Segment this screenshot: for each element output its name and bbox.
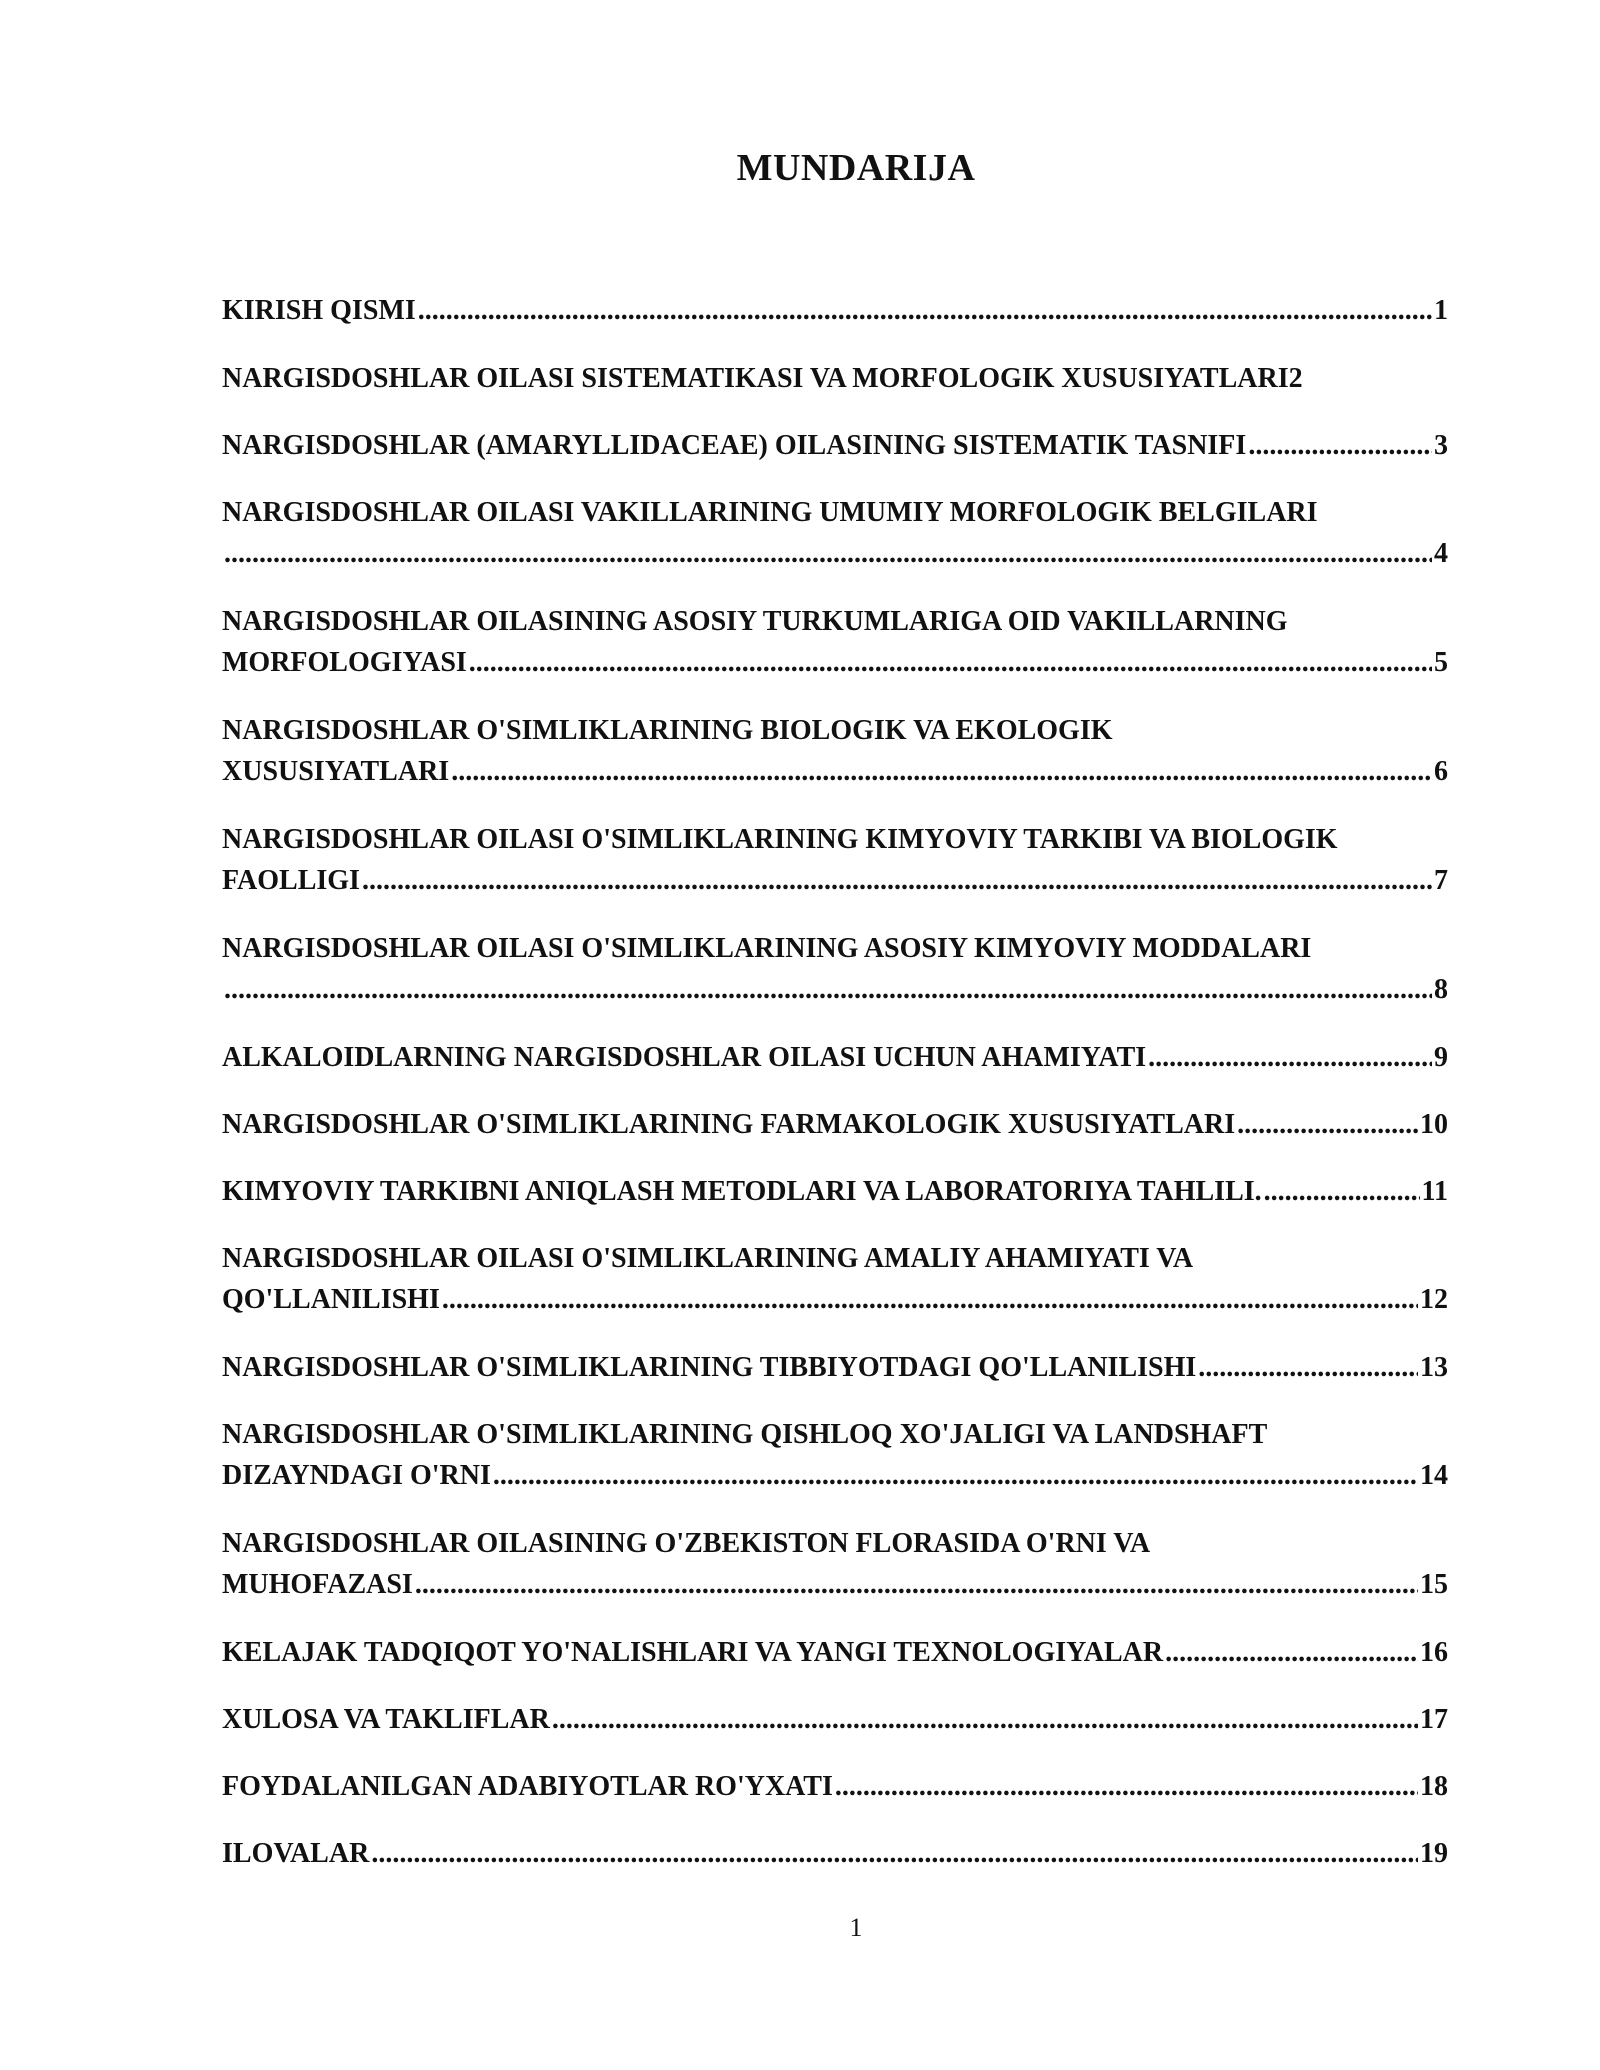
toc-entry-line [222, 751, 1448, 792]
toc-page-number: 9 [1434, 1042, 1448, 1073]
toc-page-number: 3 [1434, 430, 1448, 461]
toc-entry-line [222, 1455, 1448, 1496]
toc-entry-line [222, 928, 1448, 969]
toc-entry-line [222, 819, 1448, 860]
toc-dot-leader [1148, 1037, 1432, 1078]
toc-dot-leader [1165, 1632, 1418, 1673]
toc-entry-title: NARGISDOSHLAR OILASI O'SIMLIKLARINING ASOSIY KIMYOVIY MODDALARI [222, 933, 1312, 964]
toc-entry-title: NARGISDOSHLAR OILASI O'SIMLIKLARINING KIMYOVIY TARKIBI VA BIOLOGIK [222, 824, 1338, 855]
toc-entry[interactable] [222, 1699, 1448, 1740]
toc-entry-title: NARGISDOSHLAR O'SIMLIKLARINING QISHLOQ XO'JALIGI VA LANDSHAFT [222, 1419, 1268, 1450]
toc-dot-leader [224, 969, 1432, 1010]
toc-dot-leader [835, 1766, 1418, 1807]
toc-dot-leader [418, 290, 1432, 331]
toc-entry[interactable] [222, 1766, 1448, 1807]
toc-entry-title: KIMYOVIY TARKIBNI ANIQLASH METODLARI VA LABORATORIYA TAHLILI. [222, 1176, 1262, 1207]
toc-entry-title: KIRISH QISMI [222, 295, 416, 326]
toc-page-number: 5 [1434, 647, 1448, 678]
toc-entry[interactable] [222, 710, 1448, 792]
toc-entry[interactable] [222, 1238, 1448, 1320]
toc-entry-title: DIZAYNDAGI O'RNI [222, 1460, 491, 1491]
toc-entry-line [222, 1347, 1448, 1388]
toc-entry[interactable] [222, 290, 1448, 331]
toc-dot-leader [493, 1455, 1418, 1496]
toc-page-number: 10 [1420, 1109, 1448, 1140]
toc-entry-line [222, 1279, 1448, 1320]
toc-entry-line [222, 1104, 1448, 1145]
toc-dot-leader [451, 751, 1432, 792]
toc-dot-leader [469, 642, 1432, 683]
toc-entry-line [222, 1238, 1448, 1279]
toc-entry-line [222, 601, 1448, 642]
toc-page-number: 8 [1434, 974, 1448, 1005]
toc-page-number: 2 [1288, 363, 1303, 394]
toc-entry-line [222, 969, 1448, 1010]
toc-entry-title: NARGISDOSHLAR OILASINING ASOSIY TURKUMLARIGA OID VAKILLARNING [222, 606, 1288, 637]
toc-entry[interactable] [222, 1632, 1448, 1673]
toc-page-number: 13 [1420, 1352, 1448, 1383]
toc-entry[interactable] [222, 1414, 1448, 1496]
page-title: MUNDARIJA [736, 147, 976, 189]
page-number: 1 [849, 1913, 863, 1942]
toc-dot-leader [371, 1833, 1418, 1874]
toc-page-number: 17 [1420, 1704, 1448, 1735]
toc-dot-leader [362, 860, 1432, 901]
toc-entry-line [222, 1766, 1448, 1807]
toc-dot-leader [1248, 425, 1432, 466]
toc-entry[interactable] [222, 1347, 1448, 1388]
toc-entry-line [222, 642, 1448, 683]
toc-entry[interactable] [222, 492, 1448, 574]
toc-entry-title: NARGISDOSHLAR O'SIMLIKLARINING FARMAKOLOGIK XUSUSIYATLARI [222, 1109, 1236, 1140]
toc-page-number: 4 [1434, 538, 1448, 569]
toc-entry[interactable] [222, 819, 1448, 901]
toc-entry-title: ALKALOIDLARNING NARGISDOSHLAR OILASI UCHUN AHAMIYATI [222, 1042, 1147, 1073]
toc-entry-title: NARGISDOSHLAR OILASI O'SIMLIKLARINING AMALIY AHAMIYATI VA [222, 1243, 1194, 1274]
toc-page-number: 18 [1420, 1771, 1448, 1802]
toc-entry-title: MORFOLOGIYASI [222, 647, 467, 678]
toc-entry-title: NARGISDOSHLAR OILASI VAKILLARINING UMUMIY MORFOLOGIK BELGILARI [222, 497, 1318, 528]
toc-entry-line [222, 290, 1448, 331]
toc-entry[interactable] [222, 1037, 1448, 1078]
toc-entry[interactable] [222, 1171, 1448, 1212]
toc-dot-leader [415, 1564, 1418, 1605]
toc-dot-leader [1237, 1104, 1418, 1145]
toc-entry-line [222, 1523, 1448, 1564]
toc-dot-leader [442, 1279, 1418, 1320]
toc-entry-title: MUHOFAZASI [222, 1569, 413, 1600]
toc-entry-line [222, 1171, 1448, 1212]
toc-entry-title: XUSUSIYATLARI [222, 756, 450, 787]
toc-entry[interactable] [222, 358, 1448, 399]
toc-entry-title: QO'LLANILISHI [222, 1284, 440, 1315]
toc-entry-line [222, 492, 1448, 533]
toc-page-number: 12 [1420, 1284, 1448, 1315]
toc-entry-title: FAOLLIGI [222, 865, 360, 896]
toc-page-number: 16 [1420, 1637, 1448, 1668]
toc-entry-title: NARGISDOSHLAR O'SIMLIKLARINING TIBBIYOTDAGI QO'LLANILISHI [222, 1352, 1197, 1383]
toc-entry-title: NARGISDOSHLAR OILASINING O'ZBEKISTON FLORASIDA O'RNI VA [222, 1528, 1151, 1559]
toc-dot-leader [1264, 1171, 1420, 1212]
toc-entry-line [222, 1564, 1448, 1605]
toc-entry[interactable] [222, 601, 1448, 683]
toc-entry-title: KELAJAK TADQIQOT YO'NALISHLARI VA YANGI TEXNOLOGIYALAR [222, 1637, 1164, 1668]
toc-entry-line [222, 860, 1448, 901]
toc-page-number: 7 [1434, 865, 1448, 896]
toc-entry-line [222, 1037, 1448, 1078]
toc-entry[interactable] [222, 1104, 1448, 1145]
toc-entry-title: FOYDALANILGAN ADABIYOTLAR RO'YXATI [222, 1771, 833, 1802]
toc-entry-line [222, 1699, 1448, 1740]
toc-entry-line [222, 533, 1448, 574]
toc-entry-line [222, 1632, 1448, 1673]
toc-page-number: 1 [1434, 295, 1448, 326]
toc-page-number: 6 [1434, 756, 1448, 787]
toc-page-number: 11 [1421, 1176, 1448, 1207]
toc-page-number: 15 [1420, 1569, 1448, 1600]
toc-entry-title: NARGISDOSHLAR O'SIMLIKLARINING BIOLOGIK VA EKOLOGIK [222, 715, 1113, 746]
toc-entry-line [222, 425, 1448, 466]
toc-entry-line [222, 1414, 1448, 1455]
toc-entry[interactable] [222, 1833, 1448, 1874]
toc-entry-title: XULOSA VA TAKLIFLAR [222, 1704, 550, 1735]
toc-entry[interactable] [222, 425, 1448, 466]
toc-dot-leader [1198, 1347, 1418, 1388]
toc-entry-title: NARGISDOSHLAR OILASI SISTEMATIKASI VA MORFOLOGIK XUSUSIYATLARI [222, 363, 1289, 394]
toc-page-number: 19 [1420, 1838, 1448, 1869]
toc-entry-title: NARGISDOSHLAR (AMARYLLIDACEAE) OILASINING SISTEMATIK TASNIFI [222, 430, 1247, 461]
toc-entry[interactable] [222, 928, 1448, 1010]
toc-entry-line [222, 358, 1448, 399]
toc-entry-title: ILOVALAR [222, 1838, 370, 1869]
toc-dot-leader [224, 533, 1432, 574]
toc-entry-line [222, 710, 1448, 751]
toc-entry[interactable] [222, 1523, 1448, 1605]
toc-entry-line [222, 1833, 1448, 1874]
toc-page-number: 14 [1420, 1460, 1448, 1491]
toc-dot-leader [552, 1699, 1418, 1740]
